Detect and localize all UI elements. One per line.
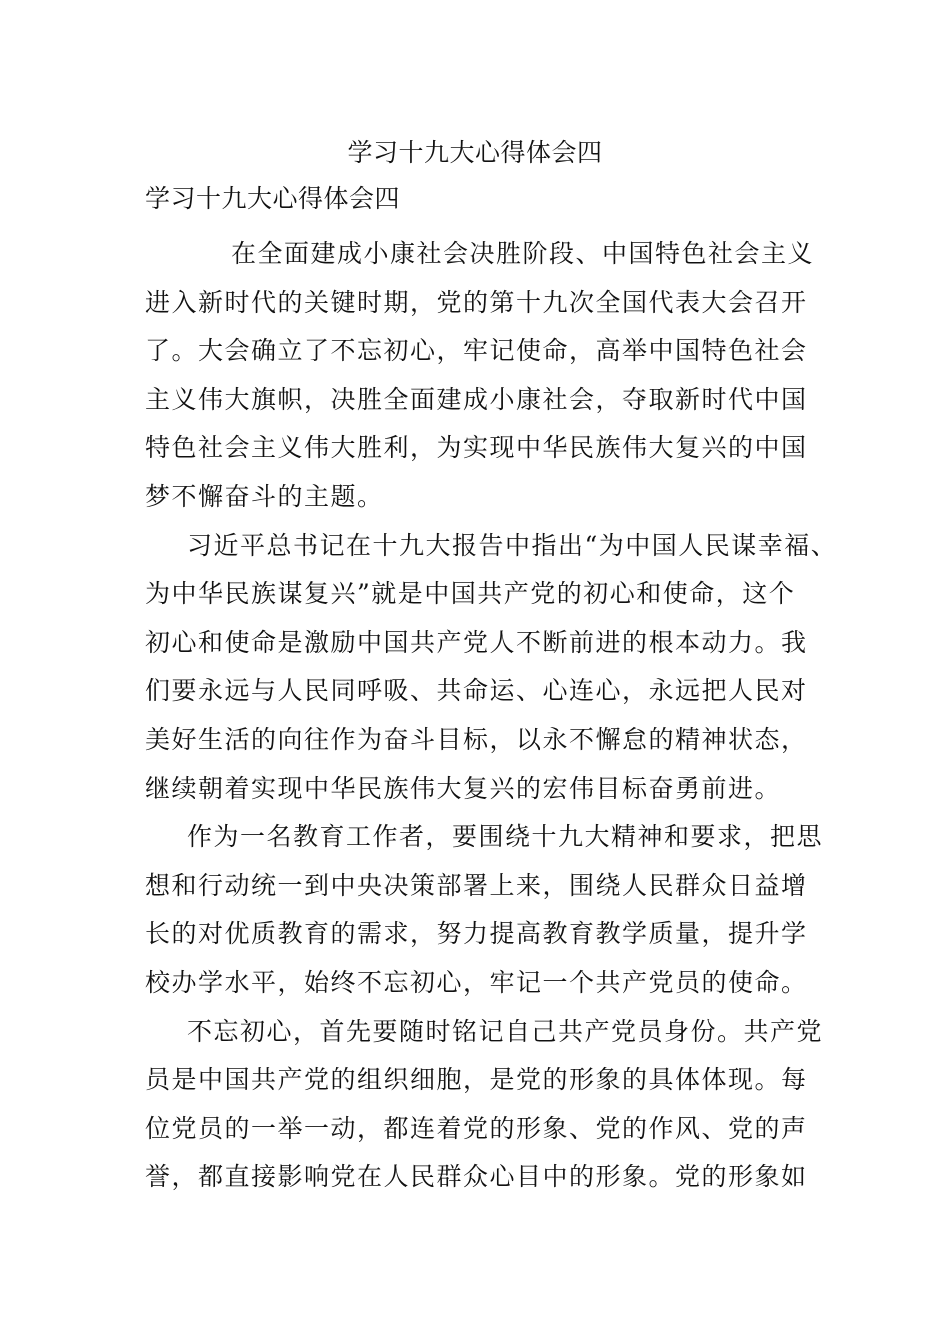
- paragraph-line: 主义伟大旗帜，决胜全面建成小康社会，夺取新时代中国: [145, 384, 808, 414]
- paragraph-line: 位党员的一举一动，都连着党的形象、党的作风、党的声: [145, 1113, 808, 1143]
- paragraph-line: 作为一名教育工作者，要围绕十九大精神和要求，把思: [187, 822, 824, 852]
- paragraph-line: 校办学水平，始终不忘初心，牢记一个共产党员的使命。: [145, 967, 808, 997]
- paragraph-line: 习近平总书记在十九大报告中指出“为中国人民谋幸福、: [187, 530, 838, 560]
- paragraph-line: 想和行动统一到中央决策部署上来，围绕人民群众日益增: [145, 870, 808, 900]
- paragraph-4: [145, 1008, 824, 1202]
- paragraph-line: 为中华民族谋复兴”就是中国共产党的初心和使命，这个: [145, 579, 796, 609]
- paragraph-3: [145, 813, 824, 1007]
- paragraph-line: 初心和使命是激励中国共产党人不断前进的根本动力。我: [145, 627, 808, 657]
- paragraph-line: 了。大会确立了不忘初心，牢记使命，高举中国特色社会: [145, 336, 808, 366]
- paragraph-line: 誉，都直接影响党在人民群众心目中的形象。党的形象如: [145, 1162, 808, 1192]
- paragraph-line: 们要永远与人民同呼吸、共命运、心连心，永远把人民对: [145, 676, 808, 706]
- document-title: 学习十九大心得体会四: [347, 138, 603, 167]
- paragraph-line: 长的对优质教育的需求，努力提高教育教学质量，提升学: [145, 919, 808, 949]
- paragraph-line: 特色社会主义伟大胜利，为实现中华民族伟大复兴的中国: [145, 433, 808, 463]
- paragraph-line: 不忘初心，首先要随时铭记自己共产党员身份。共产党: [187, 1016, 824, 1046]
- paragraph-line: 进入新时代的关键时期，党的第十九次全国代表大会召开: [145, 287, 808, 317]
- document-subtitle: 学习十九大心得体会四: [145, 184, 401, 213]
- paragraph-2: [145, 522, 838, 814]
- paragraph-line: 美好生活的向往作为奋斗目标，以永不懈怠的精神状态，: [145, 724, 808, 754]
- paragraph-line: 继续朝着实现中华民族伟大复兴的宏伟目标奋勇前进。: [145, 773, 782, 803]
- paragraph-line: 员是中国共产党的组织细胞，是党的形象的具体体现。每: [145, 1065, 808, 1095]
- paragraph-1: [145, 230, 815, 522]
- paragraph-line: 在全面建成小康社会决胜阶段、中国特色社会主义: [231, 239, 815, 268]
- document-body: [145, 230, 838, 1202]
- paragraph-line: 梦不懈奋斗的主题。: [145, 481, 384, 511]
